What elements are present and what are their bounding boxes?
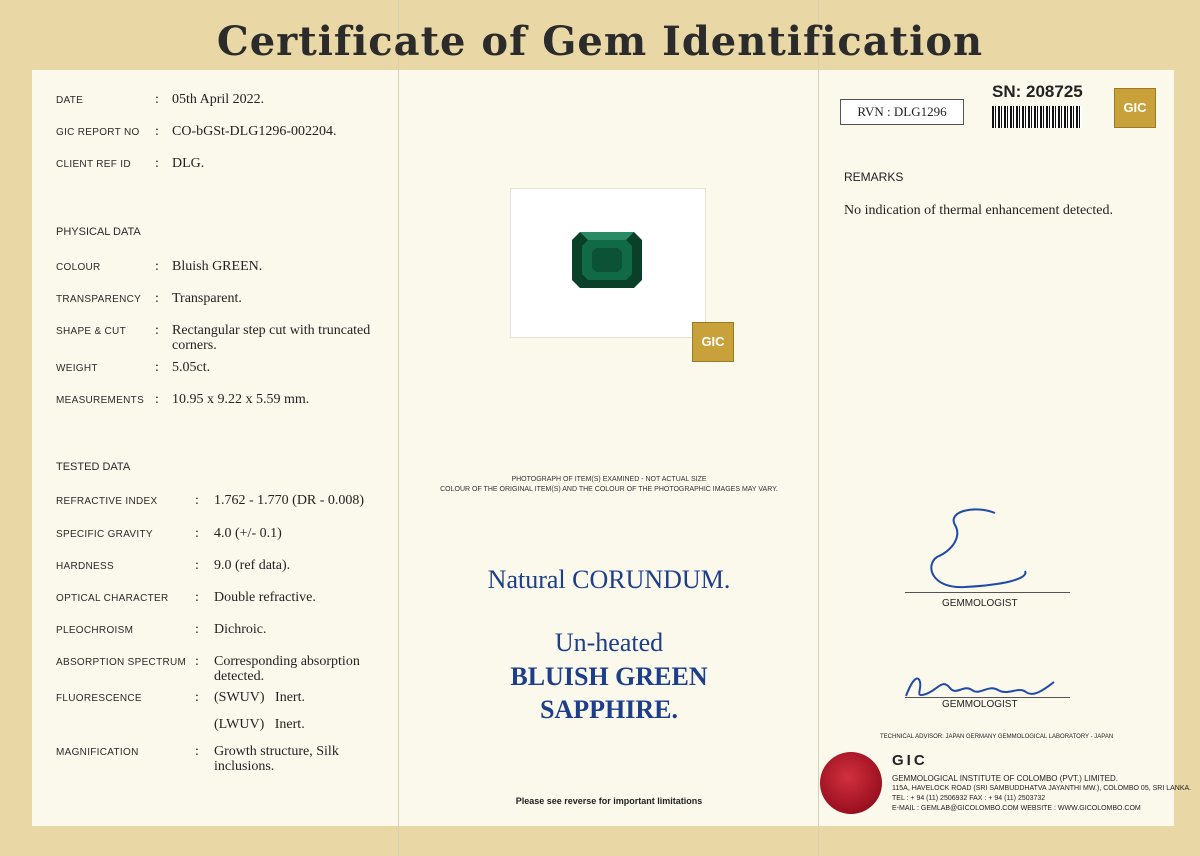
absorption-label: ABSORPTION SPECTRUM <box>56 657 187 668</box>
hardness-value: 9.0 (ref data). <box>214 558 291 573</box>
org-address: 115A, HAVELOCK ROAD (SRI SAMBUDDHATVA JAYANTHI MW.), COLOMBO 05, SRI LANKA. <box>892 785 1192 792</box>
transparency-value: Transparent. <box>172 291 242 306</box>
colon: : <box>155 92 159 107</box>
magnification-label: MAGNIFICATION <box>56 747 139 758</box>
hardness-label: HARDNESS <box>56 561 114 572</box>
gemmologist-label-2: GEMMOLOGIST <box>942 699 1018 710</box>
gic-hologram-seal: GIC <box>692 322 734 362</box>
magnification-value: Growth structure, Silk inclusions. <box>214 744 339 774</box>
remarks-text: No indication of thermal enhancement detected. <box>844 203 1114 218</box>
fold-line <box>818 0 819 856</box>
optical-character-value: Double refractive. <box>214 590 316 605</box>
signature-line <box>905 697 1070 698</box>
org-phone: TEL : + 94 (11) 2506932 FAX : + 94 (11) 2503732 <box>892 795 1046 802</box>
sg-value: 4.0 (+/- 0.1) <box>214 526 282 541</box>
pleochroism-label: PLEOCHROISM <box>56 625 134 636</box>
weight-label: WEIGHT <box>56 363 98 374</box>
colon: : <box>195 690 199 705</box>
tested-data-heading: TESTED DATA <box>56 461 131 473</box>
colon: : <box>155 323 159 338</box>
gemmologist-label-1: GEMMOLOGIST <box>942 598 1018 609</box>
org-email: E-MAIL : GEMLAB@GICOLOMBO.COM WEBSITE : WWW.GICOLOMBO.COM <box>892 805 1141 812</box>
gem-photo <box>572 232 642 288</box>
fluorescence-lwuv-value: (LWUV) Inert. <box>214 717 305 732</box>
colon: : <box>195 558 199 573</box>
fluorescence-swuv-value: (SWUV) Inert. <box>214 690 305 705</box>
species-text: Natural CORUNDUM. <box>487 565 731 594</box>
ri-value: 1.762 - 1.770 (DR - 0.008) <box>214 493 365 508</box>
colon: : <box>195 526 199 541</box>
certificate-title: Certificate of Gem Identification <box>216 18 984 65</box>
rvn-box: RVN : DLG1296 <box>840 99 964 125</box>
gemmologist-signature-1 <box>925 505 1035 593</box>
variety-line-1: BLUISH GREEN <box>510 662 708 691</box>
measurements-label: MEASUREMENTS <box>56 395 145 406</box>
limitations-note: Please see reverse for important limitations <box>515 796 703 806</box>
photo-caption-2: COLOUR OF THE ORIGINAL ITEM(S) AND THE COLOUR OF THE PHOTOGRAPHIC IMAGES MAY VARY. <box>440 486 778 493</box>
date-label: DATE <box>56 95 84 106</box>
photo-caption-1: PHOTOGRAPH OF ITEM(S) EXAMINED - NOT ACTUAL SIZE <box>511 476 707 483</box>
gic-hologram-seal: GIC <box>1114 88 1156 128</box>
signature-line <box>905 592 1070 593</box>
colon: : <box>195 493 199 508</box>
colon: : <box>155 156 159 171</box>
gic-logo-text: GIC <box>892 752 928 769</box>
colon: : <box>195 622 199 637</box>
colour-label: COLOUR <box>56 262 101 273</box>
weight-value: 5.05ct. <box>172 360 211 375</box>
technical-advisor-note: TECHNICAL ADVISOR: JAPAN GERMANY GEMMOLOGICAL LABORATORY - JAPAN <box>880 734 1114 740</box>
ri-label: REFRACTIVE INDEX <box>56 496 158 507</box>
colon: : <box>155 124 159 139</box>
colon: : <box>195 590 199 605</box>
barcode <box>992 106 1082 128</box>
pleochroism-value: Dichroic. <box>214 622 267 637</box>
colon: : <box>155 259 159 274</box>
serial-number: SN: 208725 <box>992 82 1083 101</box>
date-value: 05th April 2022. <box>172 92 265 107</box>
report-no-label: GIC REPORT NO <box>56 127 140 138</box>
colon: : <box>195 654 199 669</box>
shape-cut-value: Rectangular step cut with truncated corners. <box>172 323 371 353</box>
report-no-value: CO-bGSt-DLG1296-002204. <box>172 124 337 139</box>
absorption-value: Corresponding absorption detected. <box>214 654 360 684</box>
wax-seal <box>820 752 882 814</box>
transparency-label: TRANSPARENCY <box>56 294 142 305</box>
sg-label: SPECIFIC GRAVITY <box>56 529 153 540</box>
client-ref-value: DLG. <box>172 156 205 171</box>
colon: : <box>155 392 159 407</box>
fold-line <box>398 0 399 856</box>
measurements-value: 10.95 x 9.22 x 5.59 mm. <box>172 392 310 407</box>
colon: : <box>155 360 159 375</box>
client-ref-label: CLIENT REF ID <box>56 159 131 170</box>
remarks-heading: REMARKS <box>844 170 904 184</box>
optical-character-label: OPTICAL CHARACTER <box>56 593 169 604</box>
shape-cut-label: SHAPE & CUT <box>56 326 126 337</box>
colon: : <box>155 291 159 306</box>
treatment-text: Un-heated <box>554 628 664 657</box>
org-name: GEMMOLOGICAL INSTITUTE OF COLOMBO (PVT.) LIMITED. <box>892 774 1118 783</box>
fluorescence-label: FLUORESCENCE <box>56 693 142 704</box>
colour-value: Bluish GREEN. <box>172 259 263 274</box>
colon: : <box>195 744 199 759</box>
physical-data-heading: PHYSICAL DATA <box>56 226 141 238</box>
variety-line-2: SAPPHIRE. <box>540 695 678 724</box>
